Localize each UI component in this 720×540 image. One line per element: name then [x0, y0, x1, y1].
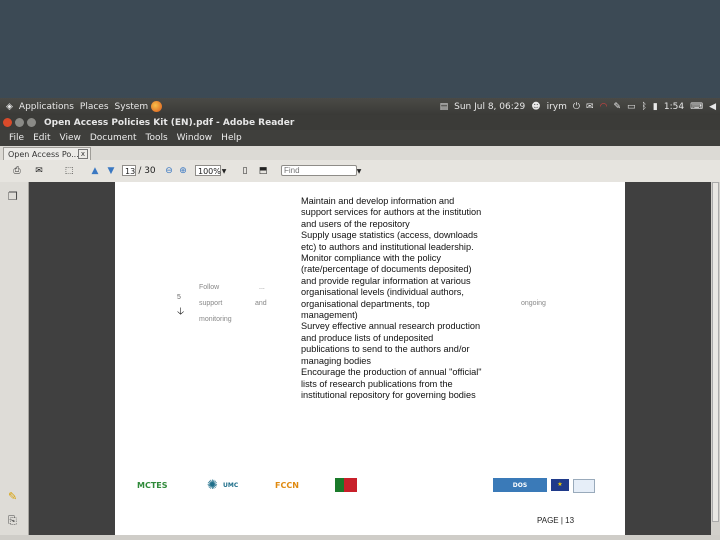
menu-tools[interactable]: Tools	[145, 133, 168, 143]
pages-panel-icon[interactable]: ❐	[8, 190, 18, 203]
partner-emblem-icon	[573, 479, 595, 493]
document-line: Maintain and develop information and	[301, 196, 455, 206]
faint-mid-2: and	[255, 300, 267, 307]
power-icon[interactable]: ⏻	[572, 101, 581, 112]
document-line: support services for authors at the institution	[301, 207, 482, 218]
faint-right: ongoing	[521, 300, 546, 307]
umc-logo-icon: ✺	[207, 478, 218, 493]
document-line: managing bodies	[301, 355, 371, 366]
keyboard-icon[interactable]: ⌨	[690, 101, 704, 112]
arrow-down-icon: 🡣	[177, 306, 185, 317]
menu-file[interactable]: File	[9, 133, 25, 143]
places-menu[interactable]: Places	[79, 101, 109, 112]
logo-mctes: MCTES	[137, 480, 168, 490]
page-number-input[interactable]: 13	[122, 165, 136, 176]
fit-page-icon[interactable]: ▯	[242, 166, 248, 176]
document-line: Supply usage statistics (access, downloads	[301, 230, 478, 241]
comments-panel-icon[interactable]: ✎	[8, 490, 18, 503]
document-line: institutional repository for governing bodies	[301, 389, 476, 400]
document-line: management)	[301, 310, 358, 321]
logo-fccn: FCCN	[275, 480, 299, 490]
select-tool-icon[interactable]: ⬚	[64, 166, 74, 176]
document-view[interactable]	[29, 182, 720, 540]
battery-icon[interactable]: ▮	[652, 101, 658, 112]
maximize-window-icon[interactable]	[27, 118, 36, 127]
document-line: and provide regular information at various	[301, 275, 471, 286]
applications-menu[interactable]: Applications	[18, 101, 74, 112]
close-window-icon[interactable]	[3, 118, 12, 127]
document-line: Encourage the production of annual "official"	[301, 367, 482, 378]
document-line: lists of research publications from the	[301, 378, 453, 389]
menu-bar	[0, 130, 720, 146]
page-total: / 30	[138, 166, 156, 176]
document-line: publications to send to the authors and/or	[301, 344, 470, 355]
attachments-panel-icon[interactable]: ⎘	[8, 514, 17, 527]
faint-mid-1: ...	[259, 284, 265, 291]
pdf-page	[115, 182, 625, 540]
logo-umc: UMC	[223, 481, 239, 489]
display-icon[interactable]: ▭	[626, 101, 636, 112]
minimize-window-icon[interactable]	[15, 118, 24, 127]
document-line: organisational departments, top	[301, 298, 430, 309]
zoom-dropdown-icon[interactable]: ▼	[221, 167, 227, 175]
row-number: 5	[177, 294, 181, 301]
document-line: etc) to authors and institutional leadership.	[301, 241, 474, 252]
find-dropdown-icon[interactable]: ▼	[356, 167, 362, 175]
navigation-panel	[0, 182, 29, 540]
page-body-text	[301, 196, 541, 401]
battery-time: 1:54	[663, 101, 685, 112]
menu-window[interactable]: Window	[176, 133, 213, 143]
document-tab-label: Open Access Po...	[8, 149, 79, 159]
menu-edit[interactable]: Edit	[33, 133, 51, 143]
faint-left-2: support	[199, 300, 223, 307]
document-tab-bar	[0, 146, 720, 161]
faint-left-1: Follow	[199, 284, 220, 291]
document-tab[interactable]	[3, 147, 91, 160]
document-line: Survey effective annual research production	[301, 321, 481, 332]
menu-help[interactable]: Help	[221, 133, 242, 143]
find-input[interactable]	[281, 165, 357, 176]
close-tab-icon[interactable]: x	[78, 149, 88, 159]
zoom-in-icon[interactable]: ⊕	[179, 166, 187, 176]
menu-view[interactable]: View	[59, 133, 81, 143]
document-line: and produce lists of undeposited	[301, 332, 434, 343]
notification-icon[interactable]: ▤	[439, 101, 449, 112]
menu-document[interactable]: Document	[89, 133, 137, 143]
document-line: Monitor compliance with the policy	[301, 253, 441, 264]
mail-icon[interactable]: ✉	[586, 101, 594, 112]
document-line: and users of the repository	[301, 218, 410, 229]
volume-icon[interactable]: ◀	[709, 101, 716, 112]
user-icon: ☻	[531, 101, 541, 112]
zoom-out-icon[interactable]: ⊖	[165, 166, 173, 176]
portugal-flag-icon	[335, 478, 357, 492]
faint-left-3: monitoring	[199, 316, 232, 323]
document-line: (rate/percentage of documents deposited)	[301, 264, 472, 275]
email-icon[interactable]: ✉	[35, 166, 43, 176]
print-icon[interactable]: ⎙	[13, 166, 21, 176]
window-title: Open Access Policies Kit (EN).pdf - Adobe Reader	[44, 117, 295, 128]
document-line: organisational levels (individual authors,	[301, 287, 464, 298]
eu-flag-icon: ★	[551, 479, 569, 491]
chat-icon[interactable]: ✎	[613, 101, 621, 112]
wifi-icon[interactable]: ◠	[599, 101, 608, 112]
gnome-top-panel	[0, 98, 720, 115]
window-bottom-edge	[0, 535, 720, 540]
bluetooth-icon[interactable]: ᛒ	[641, 101, 647, 112]
next-page-icon[interactable]: ▼	[107, 166, 115, 176]
window-titlebar[interactable]	[0, 115, 720, 130]
fit-width-icon[interactable]: ⬒	[258, 166, 268, 176]
previous-page-icon[interactable]: ▲	[91, 166, 99, 176]
partner-logo: DOS	[493, 478, 547, 492]
firefox-icon[interactable]	[151, 101, 162, 112]
user-name[interactable]: irym	[546, 101, 567, 112]
toolbar	[0, 160, 720, 183]
system-menu[interactable]: System	[114, 101, 149, 112]
ubuntu-logo-icon[interactable]: ◈	[6, 101, 13, 112]
page-footer: PAGE | 13	[537, 516, 575, 525]
zoom-level-select[interactable]: 100%	[195, 165, 221, 176]
scrollbar-thumb[interactable]	[712, 182, 719, 522]
clock[interactable]: Sun Jul 8, 06:29	[454, 101, 526, 112]
